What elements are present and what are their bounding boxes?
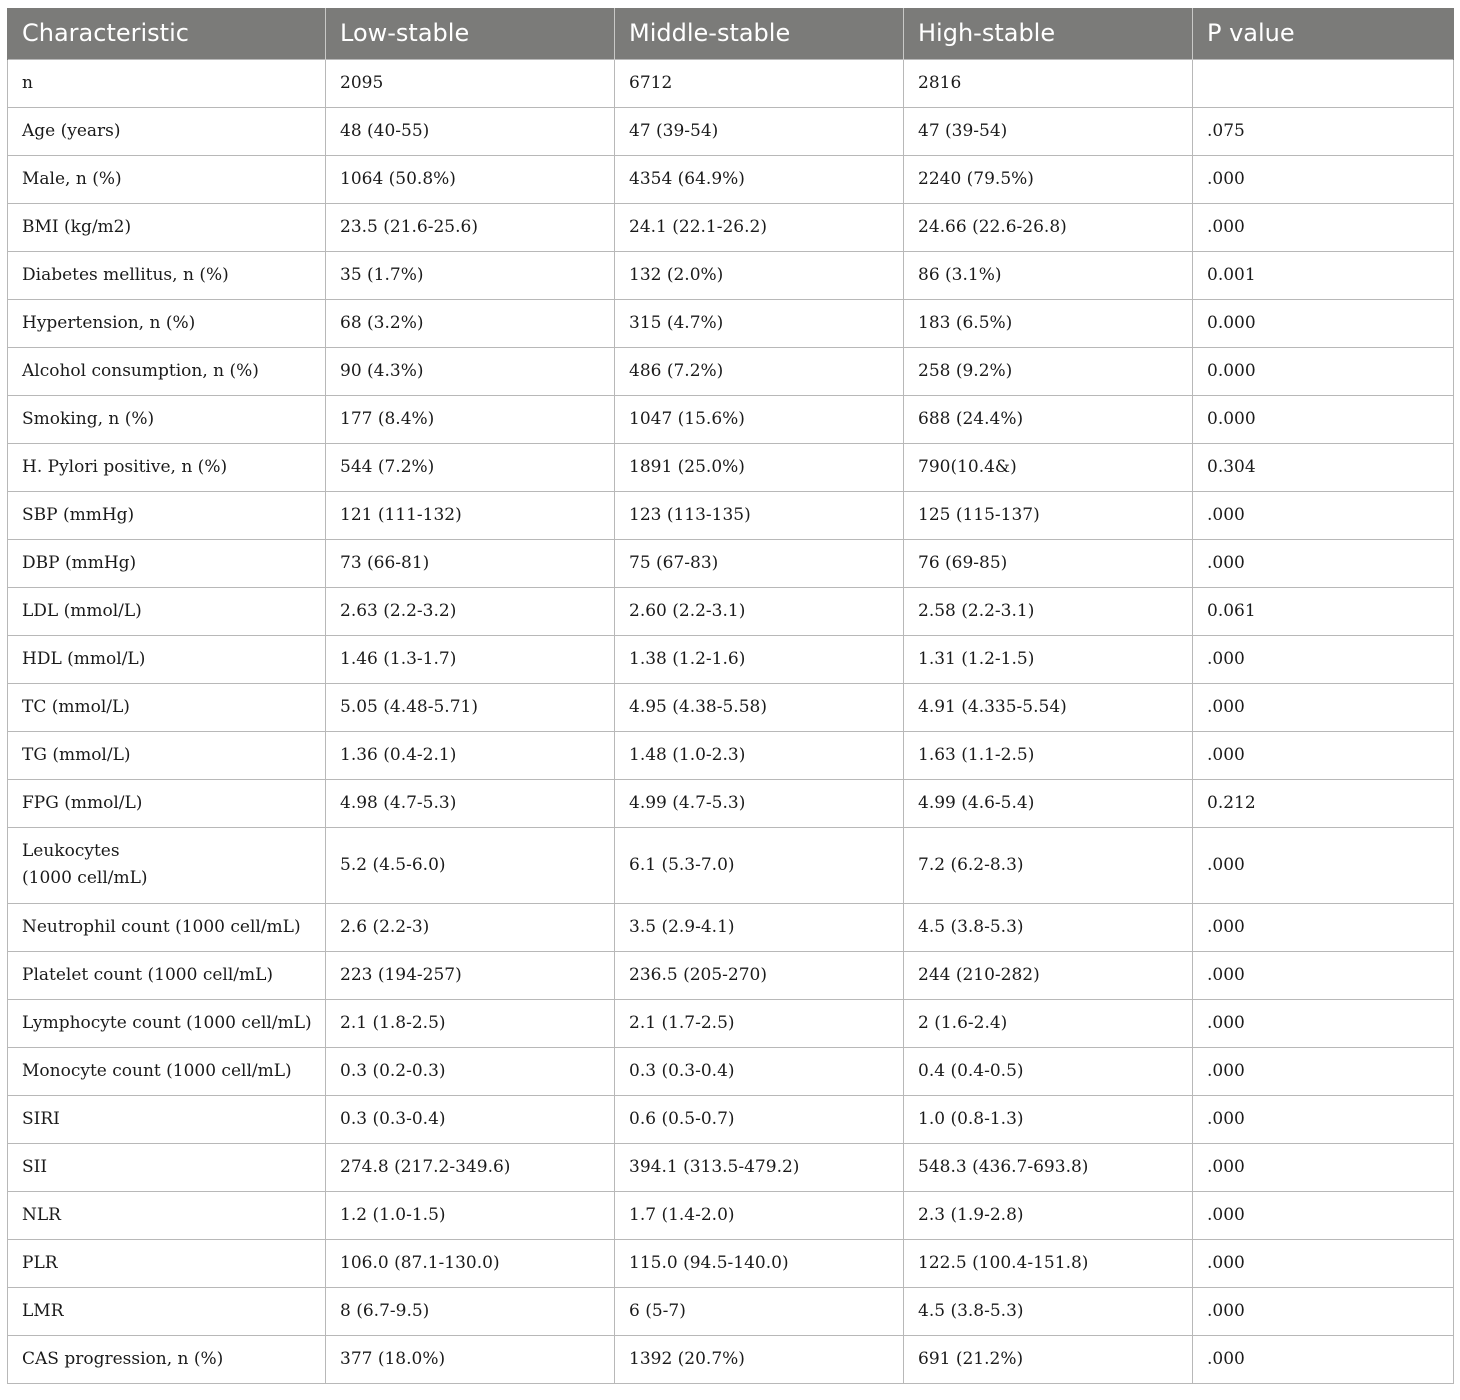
high-stable-cell: 76 (69-85) xyxy=(904,539,1193,587)
low-stable-cell: 1.36 (0.4-2.1) xyxy=(326,731,615,779)
table-row xyxy=(8,491,1454,539)
header-characteristic: Characteristic xyxy=(8,8,326,59)
low-stable-cell: 106.0 (87.1-130.0) xyxy=(326,1239,615,1287)
table-row xyxy=(8,587,1454,635)
high-stable-cell: 4.5 (3.8-5.3) xyxy=(904,903,1193,951)
characteristic-cell: PLR xyxy=(8,1239,326,1287)
header-low-stable: Low-stable xyxy=(326,8,615,59)
high-stable-cell: 258 (9.2%) xyxy=(904,347,1193,395)
middle-stable-cell: 75 (67-83) xyxy=(615,539,904,587)
middle-stable-cell: 4354 (64.9%) xyxy=(615,155,904,203)
table-row xyxy=(8,827,1454,903)
p-value-cell: .000 xyxy=(1193,1287,1454,1335)
p-value-cell: .000 xyxy=(1193,1239,1454,1287)
p-value-cell: .000 xyxy=(1193,683,1454,731)
table-row xyxy=(8,299,1454,347)
p-value-cell: 0.061 xyxy=(1193,587,1454,635)
low-stable-cell: 5.05 (4.48-5.71) xyxy=(326,683,615,731)
characteristic-cell: LMR xyxy=(8,1287,326,1335)
high-stable-cell: 7.2 (6.2-8.3) xyxy=(904,827,1193,903)
high-stable-cell: 2.58 (2.2-3.1) xyxy=(904,587,1193,635)
high-stable-cell: 4.91 (4.335-5.54) xyxy=(904,683,1193,731)
middle-stable-cell: 394.1 (313.5-479.2) xyxy=(615,1143,904,1191)
table-row xyxy=(8,59,1454,107)
p-value-cell: 0.000 xyxy=(1193,299,1454,347)
p-value-cell: .000 xyxy=(1193,903,1454,951)
characteristic-cell: Lymphocyte count (1000 cell/mL) xyxy=(8,999,326,1047)
high-stable-cell: 2 (1.6-2.4) xyxy=(904,999,1193,1047)
table-row xyxy=(8,951,1454,999)
middle-stable-cell: 0.3 (0.3-0.4) xyxy=(615,1047,904,1095)
middle-stable-cell: 3.5 (2.9-4.1) xyxy=(615,903,904,951)
cell-text-line: (1000 cell/mL) xyxy=(22,868,148,888)
table-row xyxy=(8,1143,1454,1191)
characteristic-cell: LDL (mmol/L) xyxy=(8,587,326,635)
low-stable-cell: 2.1 (1.8-2.5) xyxy=(326,999,615,1047)
middle-stable-cell: 1.48 (1.0-2.3) xyxy=(615,731,904,779)
low-stable-cell: 177 (8.4%) xyxy=(326,395,615,443)
table-row xyxy=(8,683,1454,731)
middle-stable-cell: 486 (7.2%) xyxy=(615,347,904,395)
high-stable-cell: 2816 xyxy=(904,59,1193,107)
low-stable-cell: 2.6 (2.2-3) xyxy=(326,903,615,951)
header-high-stable: High-stable xyxy=(904,8,1193,59)
p-value-cell: 0.304 xyxy=(1193,443,1454,491)
middle-stable-cell: 6 (5-7) xyxy=(615,1287,904,1335)
table-row xyxy=(8,539,1454,587)
p-value-cell: .000 xyxy=(1193,999,1454,1047)
characteristic-cell: Platelet count (1000 cell/mL) xyxy=(8,951,326,999)
characteristic-cell: SIRI xyxy=(8,1095,326,1143)
low-stable-cell: 0.3 (0.2-0.3) xyxy=(326,1047,615,1095)
middle-stable-cell: 2.1 (1.7-2.5) xyxy=(615,999,904,1047)
high-stable-cell: 0.4 (0.4-0.5) xyxy=(904,1047,1193,1095)
header-row xyxy=(8,8,1454,59)
table-row xyxy=(8,347,1454,395)
middle-stable-cell: 123 (113-135) xyxy=(615,491,904,539)
low-stable-cell: 223 (194-257) xyxy=(326,951,615,999)
high-stable-cell: 4.99 (4.6-5.4) xyxy=(904,779,1193,827)
p-value-cell xyxy=(1193,59,1454,107)
p-value-cell: .000 xyxy=(1193,203,1454,251)
p-value-cell: .000 xyxy=(1193,491,1454,539)
p-value-cell: .000 xyxy=(1193,539,1454,587)
table-row xyxy=(8,1239,1454,1287)
high-stable-cell: 2.3 (1.9-2.8) xyxy=(904,1191,1193,1239)
high-stable-cell: 244 (210-282) xyxy=(904,951,1193,999)
p-value-cell: .000 xyxy=(1193,1191,1454,1239)
characteristic-cell: SBP (mmHg) xyxy=(8,491,326,539)
characteristic-cell: DBP (mmHg) xyxy=(8,539,326,587)
low-stable-cell: 73 (66-81) xyxy=(326,539,615,587)
characteristic-cell: Monocyte count (1000 cell/mL) xyxy=(8,1047,326,1095)
high-stable-cell: 47 (39-54) xyxy=(904,107,1193,155)
p-value-cell: 0.212 xyxy=(1193,779,1454,827)
header-p-value: P value xyxy=(1193,8,1454,59)
characteristics-table xyxy=(7,8,1454,1384)
low-stable-cell: 35 (1.7%) xyxy=(326,251,615,299)
table-row xyxy=(8,443,1454,491)
middle-stable-cell: 1891 (25.0%) xyxy=(615,443,904,491)
high-stable-cell: 86 (3.1%) xyxy=(904,251,1193,299)
characteristic-cell: Diabetes mellitus, n (%) xyxy=(8,251,326,299)
low-stable-cell: 544 (7.2%) xyxy=(326,443,615,491)
middle-stable-cell: 24.1 (22.1-26.2) xyxy=(615,203,904,251)
middle-stable-cell: 4.95 (4.38-5.58) xyxy=(615,683,904,731)
low-stable-cell: 274.8 (217.2-349.6) xyxy=(326,1143,615,1191)
low-stable-cell: 2095 xyxy=(326,59,615,107)
middle-stable-cell: 1.38 (1.2-1.6) xyxy=(615,635,904,683)
middle-stable-cell: 236.5 (205-270) xyxy=(615,951,904,999)
characteristic-cell: BMI (kg/m2) xyxy=(8,203,326,251)
characteristic-cell: SII xyxy=(8,1143,326,1191)
high-stable-cell: 4.5 (3.8-5.3) xyxy=(904,1287,1193,1335)
characteristic-cell: TG (mmol/L) xyxy=(8,731,326,779)
low-stable-cell: 0.3 (0.3-0.4) xyxy=(326,1095,615,1143)
p-value-cell: 0.000 xyxy=(1193,347,1454,395)
table-row xyxy=(8,203,1454,251)
characteristic-cell: CAS progression, n (%) xyxy=(8,1335,326,1383)
table-header xyxy=(8,8,1454,59)
middle-stable-cell: 1.7 (1.4-2.0) xyxy=(615,1191,904,1239)
middle-stable-cell: 4.99 (4.7-5.3) xyxy=(615,779,904,827)
high-stable-cell: 790(10.4&) xyxy=(904,443,1193,491)
high-stable-cell: 122.5 (100.4-151.8) xyxy=(904,1239,1193,1287)
middle-stable-cell: 1392 (20.7%) xyxy=(615,1335,904,1383)
p-value-cell: .000 xyxy=(1193,827,1454,903)
middle-stable-cell: 6712 xyxy=(615,59,904,107)
p-value-cell: 0.001 xyxy=(1193,251,1454,299)
table-row xyxy=(8,1047,1454,1095)
high-stable-cell: 548.3 (436.7-693.8) xyxy=(904,1143,1193,1191)
table-row xyxy=(8,1287,1454,1335)
high-stable-cell: 1.0 (0.8-1.3) xyxy=(904,1095,1193,1143)
middle-stable-cell: 0.6 (0.5-0.7) xyxy=(615,1095,904,1143)
table-row xyxy=(8,1191,1454,1239)
characteristic-cell: H. Pylori positive, n (%) xyxy=(8,443,326,491)
table-row xyxy=(8,779,1454,827)
low-stable-cell: 1.46 (1.3-1.7) xyxy=(326,635,615,683)
characteristic-cell: Smoking, n (%) xyxy=(8,395,326,443)
table-row xyxy=(8,999,1454,1047)
table-row xyxy=(8,731,1454,779)
p-value-cell: .000 xyxy=(1193,1095,1454,1143)
high-stable-cell: 1.63 (1.1-2.5) xyxy=(904,731,1193,779)
table-body xyxy=(8,59,1454,1383)
table-row xyxy=(8,251,1454,299)
low-stable-cell: 8 (6.7-9.5) xyxy=(326,1287,615,1335)
characteristic-cell: n xyxy=(8,59,326,107)
low-stable-cell: 48 (40-55) xyxy=(326,107,615,155)
table-row xyxy=(8,107,1454,155)
high-stable-cell: 183 (6.5%) xyxy=(904,299,1193,347)
characteristic-cell: Male, n (%) xyxy=(8,155,326,203)
characteristic-cell: FPG (mmol/L) xyxy=(8,779,326,827)
characteristic-cell: TC (mmol/L) xyxy=(8,683,326,731)
characteristic-cell: Neutrophil count (1000 cell/mL) xyxy=(8,903,326,951)
table-row xyxy=(8,635,1454,683)
characteristics-table-container xyxy=(7,8,1453,1384)
characteristic-cell: Age (years) xyxy=(8,107,326,155)
middle-stable-cell: 315 (4.7%) xyxy=(615,299,904,347)
cell-text-line: Leukocytes xyxy=(22,841,120,861)
middle-stable-cell: 47 (39-54) xyxy=(615,107,904,155)
high-stable-cell: 1.31 (1.2-1.5) xyxy=(904,635,1193,683)
table-row xyxy=(8,395,1454,443)
characteristic-cell: Hypertension, n (%) xyxy=(8,299,326,347)
middle-stable-cell: 115.0 (94.5-140.0) xyxy=(615,1239,904,1287)
low-stable-cell: 23.5 (21.6-25.6) xyxy=(326,203,615,251)
p-value-cell: .000 xyxy=(1193,635,1454,683)
middle-stable-cell: 2.60 (2.2-3.1) xyxy=(615,587,904,635)
middle-stable-cell: 1047 (15.6%) xyxy=(615,395,904,443)
low-stable-cell: 5.2 (4.5-6.0) xyxy=(326,827,615,903)
low-stable-cell: 68 (3.2%) xyxy=(326,299,615,347)
table-row xyxy=(8,155,1454,203)
characteristic-cell: HDL (mmol/L) xyxy=(8,635,326,683)
characteristic-cell xyxy=(8,827,326,903)
p-value-cell: .000 xyxy=(1193,1335,1454,1383)
p-value-cell: .000 xyxy=(1193,731,1454,779)
p-value-cell: .000 xyxy=(1193,1143,1454,1191)
high-stable-cell: 125 (115-137) xyxy=(904,491,1193,539)
header-middle-stable: Middle-stable xyxy=(615,8,904,59)
middle-stable-cell: 6.1 (5.3-7.0) xyxy=(615,827,904,903)
table-row xyxy=(8,903,1454,951)
table-row xyxy=(8,1095,1454,1143)
low-stable-cell: 4.98 (4.7-5.3) xyxy=(326,779,615,827)
high-stable-cell: 24.66 (22.6-26.8) xyxy=(904,203,1193,251)
low-stable-cell: 121 (111-132) xyxy=(326,491,615,539)
p-value-cell: 0.000 xyxy=(1193,395,1454,443)
p-value-cell: .075 xyxy=(1193,107,1454,155)
table-row xyxy=(8,1335,1454,1383)
low-stable-cell: 90 (4.3%) xyxy=(326,347,615,395)
p-value-cell: .000 xyxy=(1193,951,1454,999)
low-stable-cell: 1.2 (1.0-1.5) xyxy=(326,1191,615,1239)
characteristic-cell: Alcohol consumption, n (%) xyxy=(8,347,326,395)
low-stable-cell: 2.63 (2.2-3.2) xyxy=(326,587,615,635)
high-stable-cell: 2240 (79.5%) xyxy=(904,155,1193,203)
p-value-cell: .000 xyxy=(1193,1047,1454,1095)
p-value-cell: .000 xyxy=(1193,155,1454,203)
high-stable-cell: 688 (24.4%) xyxy=(904,395,1193,443)
low-stable-cell: 1064 (50.8%) xyxy=(326,155,615,203)
low-stable-cell: 377 (18.0%) xyxy=(326,1335,615,1383)
middle-stable-cell: 132 (2.0%) xyxy=(615,251,904,299)
high-stable-cell: 691 (21.2%) xyxy=(904,1335,1193,1383)
characteristic-cell: NLR xyxy=(8,1191,326,1239)
